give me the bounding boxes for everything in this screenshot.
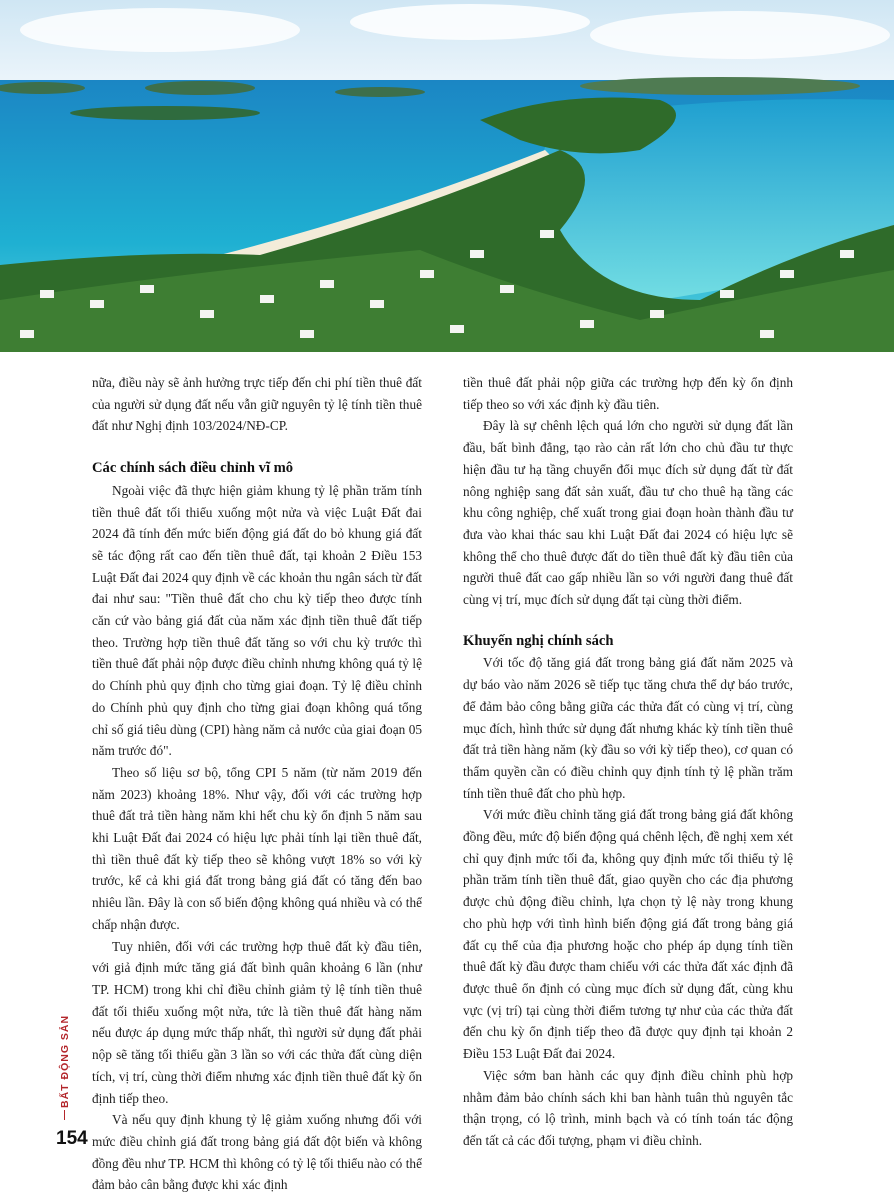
paragraph: Tuy nhiên, đối với các trường hợp thuê đất kỳ đầu tiên, với giả định mức tăng giá đất bình quân khoảng 6 lần (như TP. HCM) trong khi chỉ điều chỉnh giảm tỷ lệ tính tiền thuê đất tối thiểu xuống một nửa, tức là tiền thuê đất hàng năm nếu được áp dụng mức thấp nhất, thì người sử dụng đất phải nộp sẽ tăng tối thiểu gần 3 lần so với các thửa đất cùng diện tích, vị trí, cùng thời điểm nhưng xác định tiền thuê đất kỳ ổn định tiếp theo. xyxy=(92,938,422,1106)
paragraph: nữa, điều này sẽ ảnh hưởng trực tiếp đến chi phí tiền thuê đất của người sử dụng đất nếu vẫn giữ nguyên tỷ lệ tính tiền thuê đất như Nghị định 103/2024/NĐ-CP. xyxy=(92,375,422,434)
paragraph: Ngoài việc đã thực hiện giảm khung tỷ lệ phần trăm tính tiền thuê đất tối thiểu xuống một nửa và việc Luật Đất đai 2024 đã tính đến mức biến động giá đất do bỏ khung giá đất sẽ tác động rất cao đến tiền thuê đất, tại khoản 2 Điều 153 Luật Đất đai 2024 quy định về các khoản thu ngân sách từ đất đai như sau: "Tiền thuê đất cho chu kỳ tiếp theo được tính căn cứ vào bảng giá đất của năm xác định tiền thuê đất tiếp theo. Trường hợp tiền thuê đất tăng so với chu kỳ trước thì tiền thuê đất phải nộp được điều chỉnh nhưng không quá tỷ lệ do Chính phủ quy định cho từng giai đoạn. Tỷ lệ điều chỉnh do Chính phủ quy định cho từng giai đoạn không quá tổng chỉ số giá tiêu dùng (CPI) hàng năm cả nước của giai đoạn 05 năm trước đó". xyxy=(92,482,422,759)
page-sidebar xyxy=(56,1000,86,1140)
paragraph: Đây là sự chênh lệch quá lớn cho người sử dụng đất lần đầu, bất bình đẳng, tạo rào cản rất lớn cho chủ đầu tư thực hiện đầu tư hạ tầng chuyển đổi mục đích sử dụng đất từ đất nông nghiệp sang đất sản xuất, đầu tư cho thuê hạ tầng các khu công nghiệp, chế xuất trong giai đoạn hoàn thành đầu tư đưa vào khai thác sau khi Luật Đất đai 2024 có hiệu lực sẽ không thể cho thuê được đất do tiền thuê đất kỳ đầu tiên của người thuê đất cao gấp nhiều lần so với người đang thuê đất cùng vị trí, mục đích sử dụng đất tại cùng thời điểm. xyxy=(463,418,793,608)
paragraph: Với tốc độ tăng giá đất trong bảng giá đất năm 2025 và dự báo vào năm 2026 sẽ tiếp tục tăng chưa thể dự báo trước, để đảm bảo công bằng giữa các thửa đất có cùng vị trí, cùng mục đích, hình thức sử dụng đất nhưng khác kỳ tính tiền thuê đất trả tiền hàng năm (kỳ đầu so với kỳ tiếp theo), cơ quan có thẩm quyền cần có điều chỉnh quy định tính tỷ lệ phần trăm tính tiền thuê đất cho phù hợp. xyxy=(463,655,793,801)
paragraph: Theo số liệu sơ bộ, tổng CPI 5 năm (từ năm 2019 đến năm 2023) khoảng 18%. Như vậy, đối với các trường hợp thuê đất trả tiền hàng năm khi hết chu kỳ ổn định 5 năm sau khi Luật Đất đai 2024 có hiệu lực phải tính lại tiền thuê đất, thì tiền thuê đất kỳ tiếp theo sẽ không vượt 18% so với kỳ trước, kể cả khi giá đất trong bảng giá đất có tăng đến bao nhiêu lần. Đây là con số biến động không quá nhiều và có thể chấp nhận được. xyxy=(92,764,422,932)
page-number: 154 xyxy=(56,1128,88,1149)
article-left-column xyxy=(92,372,422,1196)
section-divider xyxy=(64,1110,65,1120)
section-heading-policy-recommendations: Khuyến nghị chính sách xyxy=(463,632,614,649)
section-heading-macro-policy: Các chính sách điều chỉnh vĩ mô xyxy=(92,460,294,477)
paragraph: Và nếu quy định khung tỷ lệ giảm xuống nhưng đối với mức điều chỉnh giá đất trong bảng giá đất đột biến và không đồng đều như TP. HCM thì không có tỷ lệ tối thiểu nào có thể đảm bảo cân bằng được khi xác định xyxy=(92,1112,422,1193)
section-label: BẤT ĐỘNG SẢN xyxy=(59,1014,71,1108)
article-right-column xyxy=(463,372,793,1152)
aerial-beach-resort-photo xyxy=(0,0,894,352)
paragraph: Với mức điều chỉnh tăng giá đất trong bảng giá đất không đồng đều, mức độ biến động quá chênh lệch, đề nghị xem xét chỉ quy định mức tối đa, không quy định mức tối thiểu tỷ lệ phần trăm tính tiền thuê đất, giao quyền cho các địa phương được chủ động điều chỉnh, lựa chọn tỷ lệ này trong khung cho phù hợp với tình hình biến động giá đất trong bảng giá đất cụ thể của địa phương hoặc cho phép áp dụng tính tiền thuê đất kỳ đầu được tham chiếu với các thửa đất xác định đã được thuê ổn định có cùng mục đích sử dụng đất, cùng khu vực (vị trí) tại cùng thời điểm tương tự như của các thửa đất đến chu kỳ ổn định tiếp theo đã được quy định tại khoản 2 Điều 153 Luật Đất đai 2024. xyxy=(463,807,793,1062)
hero-photo xyxy=(0,0,894,352)
paragraph: Việc sớm ban hành các quy định điều chỉnh phù hợp nhằm đảm bảo chính sách khi ban hành tuân thủ nguyên tắc thận trọng, có lộ trình, minh bạch và có tính toán tác động đến tất cả các đối tượng, phạm vi điều chỉnh. xyxy=(463,1067,793,1148)
paragraph: tiền thuê đất phải nộp giữa các trường hợp đến kỳ ổn định tiếp theo so với xác định kỳ đầu tiên. xyxy=(463,375,793,412)
